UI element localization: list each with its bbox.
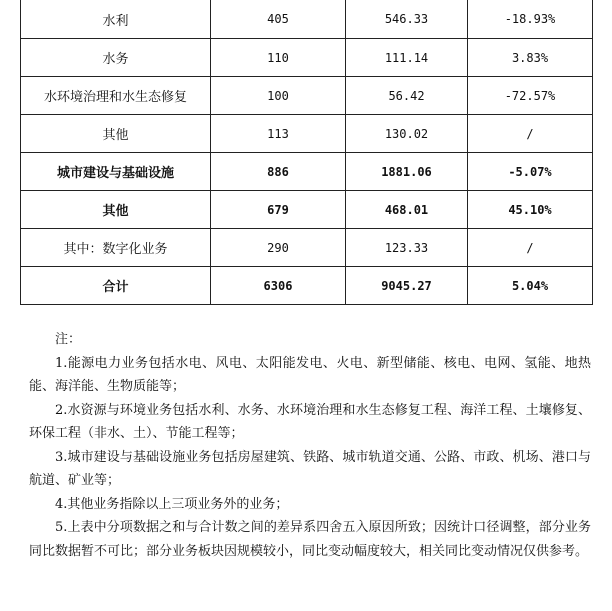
cell-col2: 679 bbox=[211, 191, 346, 229]
row-label: 城市建设与基础设施 bbox=[21, 153, 211, 191]
table-row bbox=[21, 115, 593, 153]
note-item: 2.水资源与环境业务包括水利、水务、水环境治理和水生态修复工程、海洋工程、土壤修复、环保工程（非水、土）、节能工程等； bbox=[29, 402, 591, 441]
notes-title: 注： bbox=[55, 332, 82, 347]
cell-col2: 110 bbox=[211, 39, 346, 77]
table-row bbox=[21, 229, 593, 267]
cell-col4: / bbox=[468, 229, 593, 267]
cell-col4: -72.57% bbox=[468, 77, 593, 115]
table-row bbox=[21, 191, 593, 229]
row-label: 其他 bbox=[21, 191, 211, 229]
cell-col3: 9045.27 bbox=[346, 267, 468, 305]
notes-section bbox=[29, 328, 591, 563]
cell-col4: / bbox=[468, 115, 593, 153]
row-label: 其中：数字化业务 bbox=[21, 229, 211, 267]
table-row-total bbox=[21, 267, 593, 305]
table-row bbox=[21, 153, 593, 191]
row-label: 水务 bbox=[21, 39, 211, 77]
note-item: 4.其他业务指除以上三项业务外的业务； bbox=[55, 496, 289, 512]
cell-col4: 5.04% bbox=[468, 267, 593, 305]
cell-col3: 111.14 bbox=[346, 39, 468, 77]
table-row bbox=[21, 0, 593, 39]
cell-col3: 130.02 bbox=[346, 115, 468, 153]
row-label: 合计 bbox=[21, 267, 211, 305]
table-row bbox=[21, 39, 593, 77]
cell-col4: 45.10% bbox=[468, 191, 593, 229]
cell-col3: 468.01 bbox=[346, 191, 468, 229]
cell-col3: 56.42 bbox=[346, 77, 468, 115]
row-label: 其他 bbox=[21, 115, 211, 153]
table-row bbox=[21, 77, 593, 115]
cell-col3: 546.33 bbox=[346, 0, 468, 39]
row-label: 水利 bbox=[21, 0, 211, 39]
note-item: 5.上表中分项数据之和与合计数之间的差异系四舍五入原因所致；因统计口径调整，部分业务同比数据暂不可比；部分业务板块因规模较小，同比变动幅度较大，相关同比变动情况仅供参考。 bbox=[29, 520, 591, 559]
cell-col2: 100 bbox=[211, 77, 346, 115]
cell-col4: -5.07% bbox=[468, 153, 593, 191]
cell-col4: -18.93% bbox=[468, 0, 593, 39]
cell-col4: 3.83% bbox=[468, 39, 593, 77]
note-item: 3.城市建设与基础设施业务包括房屋建筑、铁路、城市轨道交通、公路、市政、机场、港口与航道、矿业等； bbox=[29, 449, 591, 488]
cell-col2: 886 bbox=[211, 153, 346, 191]
cell-col3: 123.33 bbox=[346, 229, 468, 267]
cell-col2: 405 bbox=[211, 0, 346, 39]
cell-col2: 290 bbox=[211, 229, 346, 267]
cell-col2: 113 bbox=[211, 115, 346, 153]
note-item: 1.能源电力业务包括水电、风电、太阳能发电、火电、新型储能、核电、电网、氢能、地热能、海洋能、生物质能等； bbox=[29, 355, 591, 394]
row-label: 水环境治理和水生态修复 bbox=[21, 77, 211, 115]
cell-col2: 6306 bbox=[211, 267, 346, 305]
business-data-table bbox=[20, 0, 593, 305]
cell-col3: 1881.06 bbox=[346, 153, 468, 191]
